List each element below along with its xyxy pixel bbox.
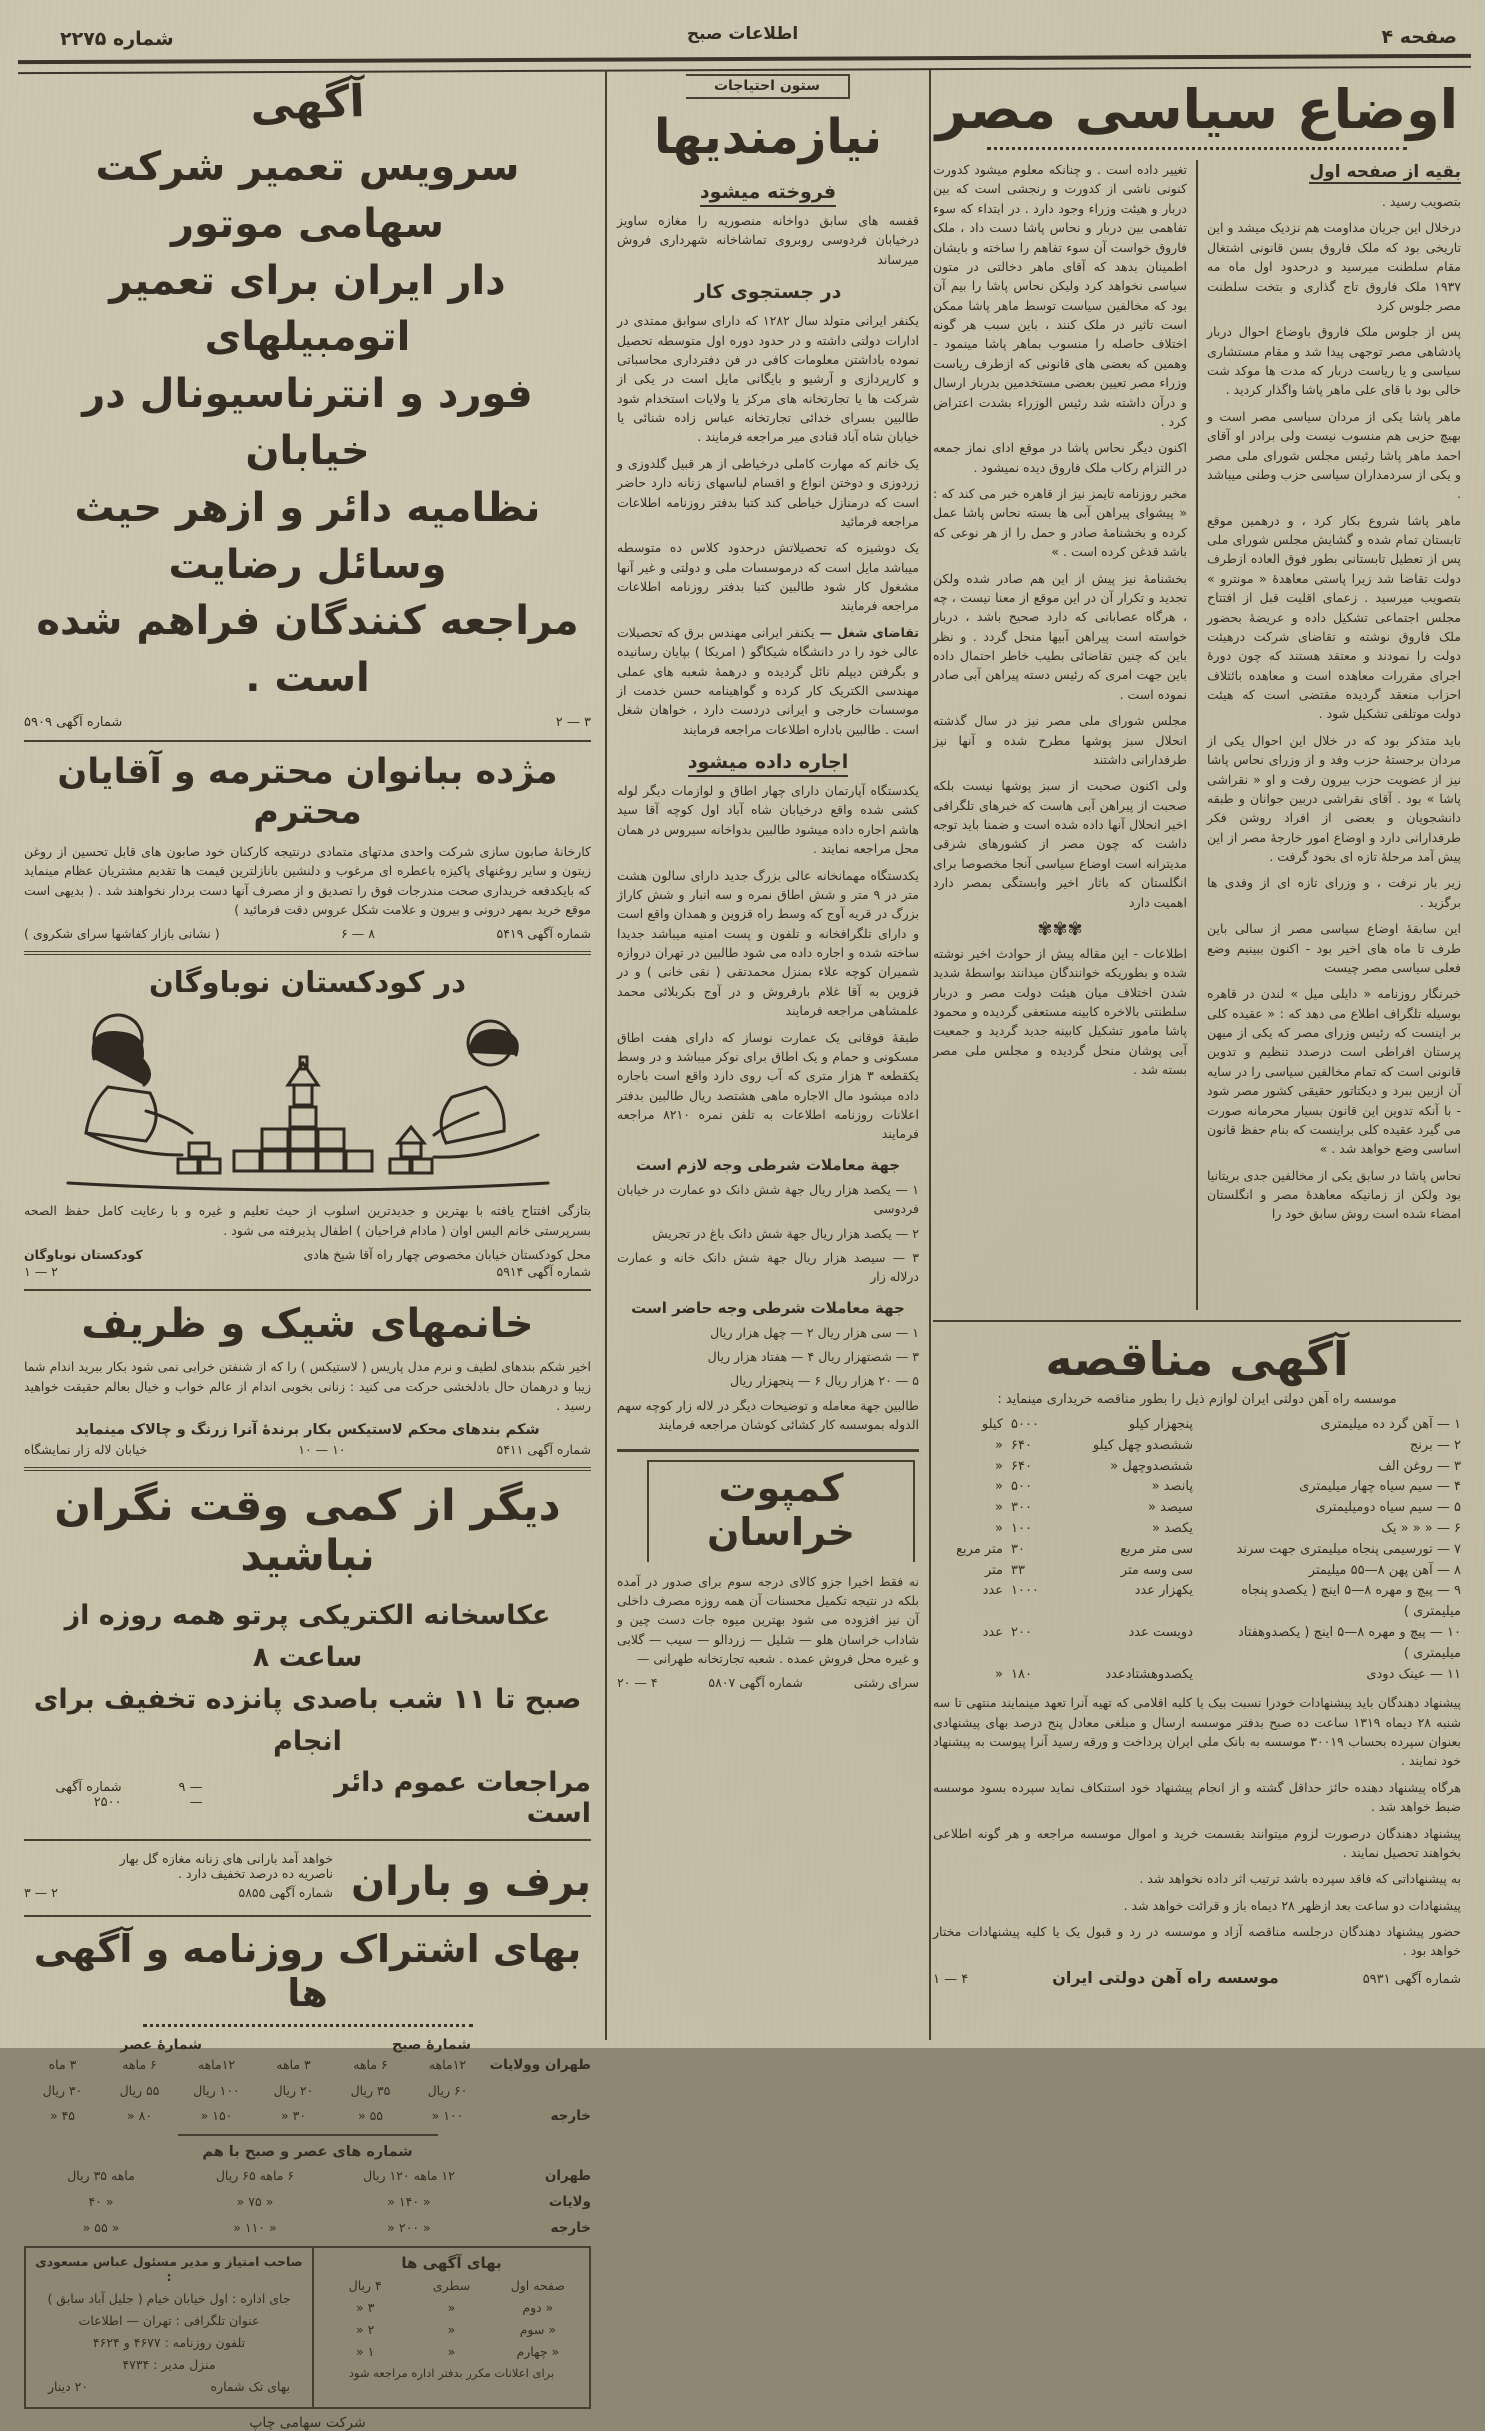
price-cell: « ۵۵ «: [82, 2219, 120, 2235]
tender-condition: حضور پیشنهاد دهندگان درجلسه مناقصه آزاد و موسسه در رد و قبول یک یا کلیه پیشنهادات مختار خواهد بود .: [933, 1924, 1461, 1959]
rent-ad: یکدستگاه آپارتمان دارای چهار اطاق و لوازمات دیگر لوله کشی شده واقع درخیابان شاه آباد اول کوچه آقا سید هاشم اجاره داده میشود طالبین بدواخانه سیروس در همان محل مراجعه نمایند .: [617, 783, 919, 857]
article-paragraph: این سابقهٔ اوضاع سیاسی مصر از سالی باین طرف تا ماه های اخیر بود - اکنون ببینیم وضع فعلی سیاسی مصر چیست: [1207, 921, 1461, 975]
ad-line: مراجعه کنندگان فراهم شده است .: [36, 598, 579, 702]
ad-title: دیگر از کمی وقت نگران نباشید: [54, 1481, 561, 1582]
columns: [18, 70, 1465, 2431]
item-qty: ۳۰۰: [1011, 1500, 1032, 1516]
item-qty-words: پنجهزار کیلو: [1128, 1417, 1193, 1432]
ad-line: صبح تا ۱۱ شب باصدی پانزده تخفیف برای انجام: [33, 1684, 582, 1757]
combined-rates-title: شماره های عصر و صبح با هم: [202, 2143, 413, 2160]
price-cell: ۳۵ ریال: [350, 2082, 391, 2098]
price-cell: ۸۰ «: [126, 2107, 153, 2123]
combined-row: [24, 2220, 591, 2236]
article-column: [931, 70, 1465, 2040]
price-cell: ۶۰ ریال: [427, 2082, 468, 2098]
item-unit: «: [995, 1458, 1003, 1474]
item-qty: ۶۴۰: [1011, 1458, 1032, 1474]
section-divider: [24, 1467, 591, 1471]
item-no: ۶ —: [1436, 1520, 1461, 1536]
ad-body: [24, 1851, 333, 1900]
combined-row: [24, 2194, 591, 2210]
price-cell: « ۱۱۰ «: [233, 2219, 277, 2235]
rates-months-row: [24, 2057, 591, 2073]
rent-ad: طبقهٔ فوقانی یک عمارت نوساز که دارای هفت اطاق مسکونی و حمام و یک اطاق برای نوکر میباشد و در وسط یکقطعه ۳ هزار متری که آب روی دارد واقع است باجاره داده میشود مال الاجاره ماهی هشتصد ریال طالبین بدفتر اعلانات روزنامه اطلاعات به تلفن نمره ۸۲۱۰ مراجعه فرمایند: [617, 1029, 919, 1142]
section-divider: [24, 951, 591, 955]
article-paragraph: پس از جلوس ملک فاروق باوضاع احوال دربار پادشاهی مصر توجهی پیدا شد و مقام مستشاری سیاسی و یا ریاست دربار که مدت ها موکد شت خالی بود با قای علی ماهر پاشا واگذار کردید .: [1207, 324, 1461, 398]
cash-deals-heading: جهة معاملات شرطی وجه حاضر است: [631, 1298, 905, 1317]
ad-title: خانمهای شیک و ظریف: [81, 1301, 534, 1348]
tender-item: [933, 1540, 1461, 1561]
single-copy-price: ۲۰ دینار: [48, 2378, 89, 2394]
price-cell: « ۲۰۰ «: [387, 2219, 431, 2235]
run-count: ۳ — ۲: [555, 714, 591, 730]
subscription-rates: [24, 1927, 591, 2236]
ad-footer: [24, 1885, 333, 1900]
single-copy-label: بهای تک شماره: [210, 2378, 291, 2394]
item-qty-words: دویست عدد: [1128, 1624, 1193, 1640]
price-cell: ۵۵ ریال: [119, 2082, 160, 2098]
ad-number: شماره آگهی ۲۵۰۰: [55, 1779, 122, 1810]
editor-note-paragraph: اطلاعات - این مقاله پیش از حوادث اخیر نوشته شده و بطوریکه خوانندگان میدانند بواسطهٔ شدید شدن اختلاف میان هیئت دولت مصر و دربار سلطنتی بالاخره کابینه مستعفی گردیده و محمود پاشا مامور تشکیل کابینه جدید گردید و جمعیت آبی پوشان منحل گردیده و مجلس ملی مصر بسته شد .: [933, 945, 1187, 1078]
article-paragraph: خبرنگار روزنامه « دایلی میل » لندن در قاهره بوسیله تلگراف اطلاع می دهد که : « عقیده کلی بر اینست که رئیس وزرای مصر که یکی از میهن پرستان افراطی است درصدد تنظیم و تدوین قانونی است که تمام مخالفین سیاسی را در سایه آن ازبین ببرد و دیکتاتور حقیقی کشور مصر شود - با آنکه تدوین این قانون بسیار محرمانه صورت می گیرد عقیده کلی براینست که بنام حفظ قانون اساسی وضع خواهد شد . »: [1207, 986, 1461, 1157]
item-name: پیچ و مهره ۸—۵ اینچ ( یکصدوهفتاد میلیمتری ): [1237, 1624, 1461, 1661]
item-name: آهن گرد ده میلیمتری: [1320, 1417, 1433, 1432]
ad-title: در کودکستان نوباوگان: [149, 965, 466, 1000]
section-divider: [24, 1915, 591, 1917]
ad-slogan: شکم بندهای محکم لاستیکس بکار برندهٔ آنرا زرنگ و چالاک مینماید: [75, 1422, 540, 1439]
combined-row: [24, 2168, 591, 2184]
tender-item: [933, 1415, 1461, 1436]
tender-org: موسسه راه آهن دولتی ایران: [1052, 1967, 1279, 1987]
article-paragraph: باید متذکر بود که در خلال این احوال یکی از مردان برجستهٔ حزب وفد و از وزرای نحاس پاشا نیز از عضویت حزب بیرون رفت و او « نقراشی پاشا » بود . آقای نقراشی دربین جوانان و طبقه دانشجویان و بعضی از افراد روشن فکر طرفدارانی دارد و اوضاع امور خارجهٔ مصر از این پیش آمد مرحلهٔ تازه ای بخود گرفت .: [1207, 732, 1461, 864]
item-unit: متر مربع: [956, 1541, 1003, 1557]
ad-title: مژده ببانوان محترمه و آقایان محترم: [57, 751, 558, 832]
article-paragraph: ماهر پاشا شروع بکار کرد ، و درهمین موقع تابستان تمام شده و گشایش مجلس شورای ملی پس از تعطیل تابستانی بطور فوق العاده ازطرف دولت تقاضا شد زیرا پاستی معاهدهٔ « مونترو » بتصویب میرسید . زعمای اقلیت قبل از افتتاح مجلس اجتماعی تشکیل داده و عریضهٔ بحضور ملک فاروق نوشته و تقاضای شرکت درهیئت دولت را نمودند و معتقد هستند که چون دورهٔ اجرای مقررات معاهده است و معاهده بائتلاف احزاب منعقد گردیده مقتضی است که هیئت دولت موتلفی تشکیل شود .: [1207, 512, 1461, 722]
item-unit: «: [995, 1479, 1003, 1495]
price-row: صفحه اول سطری ۴ ریال: [348, 2277, 565, 2293]
tender-condition: به پیشنهاداتی که فاقد سپرده باشد ترتیب اثر داده نخواهد شد .: [1139, 1871, 1461, 1887]
item-no: ۸ —: [1436, 1562, 1461, 1578]
ad-line: نظامیه دائر و ازهر حیث وسائل رضایت: [74, 484, 541, 588]
rent-ad: یکدستگاه مهمانخانه عالی بزرگ جدید دارای سالون هشت متر در ۹ متر و شش اطاق نمره و سه انبار و شش کاراژ بزرگ در قریه آوج که وسط راه قزوین و همدان واقع است و دارای تلگرافخانه و تلفون و پست امنیه میباشد جدیدا ساخته شده و اجاره داده می شود طالبین در تهران دروازه شمیران کوچه علاء بمنزل محمدتقی ( نقی خانی ) و در قزوین به آقا غلام بارفروش و در آوج بکربلائی محمد علمشاهی مراجعه فرمایند: [617, 867, 919, 1019]
article-paragraph: درخلال این جریان مداومت هم نزدیک میشد و این تاریخی بود که ملک فاروق بسن قانونی اشتغال مقام سلطنت میرسید و درحدود اول ماه مه ۱۹۳۷ ملک فاروق تاج گذاری و بتخت سلطنت مصر جلوس کرد: [1207, 220, 1461, 313]
month-cell: ۶ ماهه: [353, 2056, 388, 2072]
ad-line: مراجعات عموم دائر است: [334, 1766, 591, 1829]
compote-title: کمپوت خراسان: [647, 1460, 915, 1562]
price-cell: ۴۵ «: [49, 2107, 76, 2123]
item-qty-words: یکصد «: [1152, 1520, 1193, 1536]
price-cell: ۱۵۰ «: [200, 2107, 233, 2123]
item-no: ۹ —: [1436, 1583, 1461, 1599]
ad-number: شماره آگهی ۵۹۰۹: [24, 714, 123, 730]
evening-edition-label: شمارهٔ عصر: [120, 2036, 203, 2053]
tender-item: [933, 1623, 1461, 1665]
ad-line: عکاسخانه الکتریکی پرتو همه روزه از ساعت ۸: [64, 1600, 551, 1674]
ad-line: دار ایران برای تعمیر اتومبیلهای: [109, 257, 506, 361]
classifieds-title: نیازمندیها: [653, 109, 883, 165]
item-qty: ۵۰۰۰: [1011, 1417, 1039, 1432]
job-request-lead: تقاضای شغل —: [814, 624, 919, 640]
ad-title: برف و باران: [351, 1858, 591, 1905]
month-cell: ۶ ماهه: [122, 2056, 157, 2072]
job-ad: یک خانم که مهارت کاملی درخیاطی از هر قبیل گلدوزی و زردوزی و دوختن انواع و اقسام لباسهای زنانه دارد حاضر است که درمنازل خیاطی کند کتبا بدفتر روزنامه اطلاعات مراجعه فرمائید: [617, 455, 919, 529]
price-row: « چهارم « ۱ «: [356, 2343, 560, 2359]
manager-home-phone: منزل مدیر : ۴۷۳۴: [122, 2356, 216, 2372]
rates-values-row: [24, 2083, 591, 2098]
row-label: ولایات: [548, 2193, 591, 2210]
article-title: اوضاع سیاسی مصر: [935, 78, 1459, 141]
item-no: ۷ —: [1436, 1541, 1461, 1557]
item-qty: ۳۳: [1011, 1562, 1025, 1578]
conditional-deals-heading: جهة معاملات شرطی وجه لازم است: [635, 1155, 901, 1174]
ad-address: خیابان لاله زار نمایشگاه: [24, 1442, 148, 1458]
item-qty-words: ششصدو چهل کیلو: [1092, 1437, 1193, 1453]
article-subcolumn-right: [1198, 160, 1461, 1310]
price-cell: ۵۵ «: [357, 2107, 384, 2123]
ad-address: محل کودکستان خیابان مخصوص چهار راه آقا شیخ هادی: [303, 1247, 591, 1263]
tender-item: [933, 1561, 1461, 1582]
deal-item: ۲ — یکصد هزار ریال جهة شش دانک باغ در تجریش: [652, 1225, 919, 1241]
kindergarten-brand: کودکستان نوباوگان: [24, 1247, 143, 1263]
rates-abroad-row: [24, 2108, 591, 2124]
ad-prices-title: بهای آگهی ها: [401, 2253, 502, 2272]
cash-deals-list: [617, 1323, 919, 1391]
article-subcolumn-left: [933, 160, 1198, 1310]
job-ad: یک دوشیزه که تحصیلاتش درحدود کلاس ده متوسطه میباشد مایل است که درموسسات ملی و دولتی و غیر آنها مشغول کار شود طالبین کتبا بدفتر روزنامه اطلاعات مراجعه فرمایند: [617, 540, 919, 614]
conditional-deals-list: [617, 1180, 919, 1287]
tender-item: [933, 1581, 1461, 1623]
printer-line: شرکت سهامی چاپ: [249, 2414, 366, 2431]
item-name: تورسیمی پنجاه میلیمتری جهت سرند: [1236, 1541, 1433, 1557]
run-count: ۲ — ۱: [24, 1264, 58, 1280]
item-name: برنج: [1409, 1437, 1433, 1453]
masthead: اطلاعات صبح: [686, 24, 799, 44]
article-paragraph: بتصویب رسید .: [1381, 194, 1461, 209]
flower-ornament-icon: ✾✾✾: [1037, 918, 1083, 940]
row-label: خارجه: [550, 2107, 591, 2124]
price-cell: ۱۰۰ ریال: [193, 2082, 240, 2098]
tender-item: [933, 1498, 1461, 1519]
item-name: سیم سیاه چهار میلیمتری: [1299, 1479, 1433, 1495]
job-seeking-heading: در جستجوی کار: [694, 281, 842, 304]
price-cell: ۱۲ ماهه ۱۲۰ ریال: [363, 2167, 455, 2183]
item-unit: «: [995, 1500, 1003, 1516]
ad-body: بتازگی افتتاح یافته با بهترین و جدیدترین اسلوب از حیث تعلیم و غیره و با رعایت کامل حفظ الصحه بسرپرستی خانم الیس اوان ( مادام فراحیان ) اطفال پذیرفته می شود .: [24, 1203, 591, 1238]
row-label: طهران: [544, 2167, 591, 2184]
deal-item: ۱ — سی هزار ریال ۲ — چهل هزار ریال: [710, 1324, 919, 1340]
article-body: [933, 160, 1461, 1310]
item-qty: ۱۰۰۰: [1011, 1583, 1039, 1599]
deal-item: ۳ — سیصد هزار ریال جهة شش دانک خانه و عمارت درلاله زار: [617, 1249, 919, 1285]
for-sale-heading: فروخته میشود: [617, 181, 919, 203]
deals-contact: طالبین جهة معامله و توضیحات دیگر در لاله زار کوچه سهم الدوله بموسسه کار کشائی کوشان مراجعه فرمایند: [617, 1397, 919, 1433]
issue-number: شماره ۲۲۷۵: [60, 28, 174, 50]
ad-address-row: [24, 1247, 591, 1262]
tender-item: [933, 1477, 1461, 1498]
photo-studio-ad: [24, 1481, 591, 1828]
classifieds-column: [605, 70, 931, 2040]
compote-seller: سرای رشتی: [853, 1675, 919, 1691]
item-name: سیم سیاه دومیلیمتری: [1315, 1500, 1433, 1516]
ad-footer: [24, 1442, 591, 1457]
ad-footer: [24, 715, 591, 730]
deal-item: ۱ — یکصد هزار ریال جهة شش دانک دو عمارت در خیابان فردوسی: [617, 1181, 919, 1217]
ad-prices-note: برای اعلانات مکرر بدفتر اداره مراجعه شود: [348, 2365, 555, 2380]
for-rent-heading: اجاره داده میشود: [617, 751, 919, 773]
soap-ad: [24, 752, 591, 942]
item-qty-words: سی وسه متر: [1120, 1562, 1193, 1578]
price-row: « سوم « ۲ «: [356, 2321, 556, 2337]
ad-body: اخیر شکم بندهای لطیف و نرم مدل پاریس ( لاستیکس ) را که از شنفتن خرابی نمی شود بکار ببرید اندام شما زیبا و درهمان حال بادلخشی حرکت می کنید : زنانی بخوبی اندام از عالم خواب و خیال بعالم حقیقت خواهید رسید .: [24, 1359, 591, 1413]
item-unit: متر: [984, 1562, 1003, 1578]
price-cell: ۳۰ «: [280, 2107, 307, 2123]
run-count: ۸ — ۶: [341, 926, 375, 942]
single-copy-price-row: [34, 2379, 304, 2394]
item-qty: ۳۰: [1011, 1541, 1025, 1557]
short-divider: [178, 2134, 438, 2136]
ad-body: کارخانهٔ صابون سازی شرکت واحدی مدتهای متمادی درنتیجه کارکنان خود صابون های قابل تحسین از روغن زیتون و سایر روغنهای پاکیزه باعطره ای مرغوب و دلنشین بانازلترین قیمت ها تقدیم مشتریان عظام مینماید که بایکدفعه خریداری صحت مندرجات فوق را تصدیق و از مصرف آنها دست بردار نخواهند شد . ( بدیهی است موقع خرید بمهر درونی و بیرون و علامت شکل عروس دقت فرمائید ): [24, 843, 591, 918]
price-cell: « ۷۵ «: [236, 2193, 274, 2209]
tender-item: [933, 1457, 1461, 1478]
price-cell: « ۱۴۰ «: [387, 2193, 431, 2209]
item-no: ۳ —: [1436, 1458, 1461, 1474]
ad-number: شماره آگهی ۵۴۱۹: [496, 926, 591, 942]
ad-line: سرویس تعمیر شرکت سهامی موتور: [95, 144, 520, 247]
item-qty-words: پانصد «: [1151, 1479, 1193, 1495]
page-number: صفحه ۴: [1381, 26, 1457, 48]
ad-number: شماره آگهی ۵۹۳۱: [1362, 1971, 1461, 1987]
compote-footer: [617, 1675, 919, 1690]
item-name: « « « یک: [1381, 1520, 1433, 1536]
item-name: پیچ و مهره ۸—۵ اینچ ( یکصدو پنجاه میلیمتری ): [1241, 1583, 1461, 1620]
for-sale-ad: قفسه های سابق دواخانه منصوریه را مغازه ساویز درخیابان فردوسی روبروی تماشاخانه شهرداری فروش میرساند: [617, 213, 919, 267]
tender-condition: پیشنهاد دهندگان باید پیشنهادات خودرا نسبت بیک یا کلیه اقلامی که تهیه آنرا تعهد مینمایند منتهی تا سه شنبه ۲۸ دیماه ۱۳۱۹ ساعت ده صبح بدفتر موسسه ارسال و مبلغی معادل پنج درصد بهای پیشنهادی بعنوان سپرده بحساب ۳۰۰۱۹ موسسه به بانک ملی ایران پرداخت و ورقه رسید آنرا پیوست به پیشنهاد خود نمایند .: [933, 1695, 1461, 1769]
item-qty: ۱۰۰: [1011, 1520, 1032, 1536]
ad-number: شماره آگهی ۵۸۵۵: [238, 1884, 333, 1900]
item-qty-words: سیصد «: [1148, 1500, 1193, 1516]
item-qty: ۶۴۰: [1011, 1437, 1032, 1453]
tender-item: [933, 1665, 1461, 1686]
classifieds-kicker: ستون احتیاجات: [686, 74, 850, 99]
footer-boxes: [24, 2246, 591, 2409]
rainwear-ad: [24, 1851, 591, 1905]
tender-conditions: [933, 1693, 1461, 1961]
run-count: — ۹ —: [178, 1779, 203, 1810]
ad-address: ( نشانی بازار کفاشها سرای شکروی ): [24, 926, 220, 942]
article-paragraph: ولی اکنون صحبت از سبز پوشها نیست بلکه صحبت از پیراهن آبی هاست که خبرهای تلگرافی اخیر انحلال آنها داده شده است و ضمنا باید توجه داشت که چون مصر از کشورهای شرقی مدیترانه است اوضاع سیاسی آنجا مخصوصا برای انگلستان که باثار اخیر وابستگی بمصر دارد اهمیت دارد: [933, 778, 1187, 910]
rates-title: بهای اشتراک روزنامه و آگهی ها: [33, 1926, 582, 2015]
article-paragraph: ماهر پاشا یکی از مردان سیاسی مصر است و بهیچ حزبی هم منسوب نیست ولی برادر او آقای احمد ماهر پاشا رئیس مجلس شورای ملی مصر و یکی از سردمداران سیاسی حزب وطنی میباشد .: [1207, 408, 1461, 502]
ad-footer: [24, 926, 591, 941]
price-cell: « ۴۰: [88, 2193, 114, 2209]
ad-number: شماره آگهی ۵۴۱۱: [496, 1442, 591, 1458]
section-divider: [24, 1839, 591, 1841]
item-qty-words: یکصدوهشتادعدد: [1105, 1666, 1193, 1682]
item-no: ۵ —: [1436, 1500, 1461, 1516]
motor-repair-ad: [24, 78, 591, 730]
dotted-divider: [143, 2021, 473, 2027]
ad-line: ناصریه ده درصد تخفیف دارد .: [178, 1865, 333, 1881]
article-paragraph: نحاس پاشا در سابق یکی از مخالفین جدی بریتانیا بود ولکن از زمانیکه معاهدهٔ مصر و انگلستان امضاء شده است روش سابق خود را: [1207, 1167, 1461, 1222]
ads-column: [18, 70, 605, 2431]
section-divider: [24, 1289, 591, 1291]
price-cell: ۱۰۰ «: [431, 2107, 464, 2123]
price-cell: ماهه ۳۵ ریال: [67, 2167, 135, 2183]
item-unit: عدد: [982, 1583, 1003, 1599]
article-paragraph: بخشنامهٔ نیز پیش از این هم صادر شده ولکن تجدید و تکرار آن در این موقع از معنا نیست ، چه ، هرگاه عصابانی که دارد صحیح باشد ، دربار خواسته است پیراهن آبیها منحل گردد . و نظر باین که چنین تقاضائی بطیب خاطر احتمال داده باین جهت امری که رئیس دسته پیراهن آبی صادر نموده است .: [933, 570, 1187, 702]
item-no: ۱۰ —: [1429, 1624, 1461, 1640]
publisher-line: صاحب امتیاز و مدیر مسئول عباس مسعودی :: [35, 2253, 303, 2284]
item-qty: ۵۰۰: [1011, 1479, 1032, 1495]
item-name: عینک دودی: [1366, 1666, 1426, 1682]
item-qty-words: یکهزار عدد: [1134, 1583, 1193, 1599]
run-count: ۴ — ۱: [933, 1971, 969, 1987]
price-cell: ۲۰ ریال: [273, 2082, 314, 2098]
phone-numbers: تلفون روزنامه : ۴۶۷۷ و ۴۶۲۴: [92, 2334, 246, 2350]
month-cell: ۳ ماه: [48, 2056, 77, 2072]
section-divider: [24, 740, 591, 742]
month-cell: ۱۲ماهه: [428, 2056, 467, 2072]
item-qty: ۱۸۰: [1011, 1666, 1032, 1682]
deal-item: ۳ — شصتهزار ریال ۴ — هفتاد هزار ریال: [707, 1349, 919, 1364]
ad-line: فورد و انترناسیونال در خیابان: [82, 371, 533, 474]
item-qty: ۲۰۰: [1011, 1624, 1032, 1640]
tender-title: آگهی مناقصه: [1045, 1332, 1349, 1386]
tender-condition: پیشنهادات دو ساعت بعد ازظهر ۲۸ دیماه باز و قرائت خواهد شد .: [1123, 1897, 1461, 1913]
price-cell: ۶ ماهه ۶۵ ریال: [215, 2167, 295, 2183]
children-playing-illustration: [38, 1001, 578, 1201]
run-count: ۱۰ — ۱۰: [298, 1442, 346, 1458]
job-ad: یکنفر ایرانی متولد سال ۱۲۸۲ که دارای سوابق ممتدی در ادارات دولتی داشته و در حدود دوره اول متوسطه تحصیل نموده باداشتن معلومات کافی در فن دفترداری محاسباتی و کارپردازی و آرشیو و بایگانی مایل است در یکی از شرکت ها یا تجارتخانه های مرکز یا ولایات استخدام شود طالبین بسرای خدائی تجارتخانه عباس زاده شنائی یا خیابان شاه آباد قنادی میر مراجعه فرمایند .: [617, 313, 919, 445]
ad-footer: [24, 1264, 591, 1279]
article-paragraph: مجلس شورای ملی مصر نیز در سال گذشته انحلال سبز پوشها مطرح شده و آنها نیز طرفدارانی داشتند: [933, 713, 1187, 767]
row-label: خارجه: [550, 2219, 591, 2236]
item-unit: «: [995, 1437, 1003, 1453]
ad-footer: [24, 1767, 591, 1829]
item-qty-words: سی متر مربع: [1120, 1541, 1193, 1557]
item-unit: «: [995, 1666, 1003, 1682]
title-underline: [987, 143, 1407, 150]
tender-item: [933, 1436, 1461, 1457]
kindergarten-ad: [24, 965, 591, 1279]
telegraph-address: عنوان تلگرافی : تهران — اطلاعات: [78, 2312, 260, 2328]
item-qty-words: ششصدوچهل «: [1110, 1458, 1193, 1474]
tender-condition: هرگاه پیشنهاد دهنده حائز حداقل گشته و از انجام پیشنهاد خود استنکاف نماید سپرده بسود موسسه ضبط خواهد شد .: [933, 1779, 1461, 1815]
item-unit: «: [995, 1520, 1003, 1536]
article-paragraph: تغییر داده است . و چنانکه معلوم میشود کدورت کنونی ناشی از کدورت و رنجشی است که بین دربار و هیئت وزراء وجود دارد . در ابتداء که سوء تفاهمی بین دربار و نحاس پاشا دست داد ، ملک فاروق خواست آن سوء تفاهم را ساخته و بایشان اطمینان بدهد که آقای ماهر دخالتی در متون سیاسی نخواهد کرد ولیکن نحاس پاشا را بیم آن بود که مخالفین سیاست توسط ماهر پاشا ممکن است تاثیر در ملک کنند ، باین سبب هر گونه اختلاف حاصله را منسوب بماهر پاشا مینمود - وهمین که بعضی های قانونی که ازطرف ریاست وزراء مصر تعیین بعضی مستخدمین بدربار ارسال و درآن داشته شد رئیس الوزراء بشدت اعتراض کرد .: [933, 162, 1187, 429]
section-divider: [933, 1320, 1461, 1322]
month-cell: ۱۲ماهه: [197, 2056, 236, 2072]
month-cell: ۳ ماهه: [276, 2056, 311, 2072]
tender-item: [933, 1519, 1461, 1540]
tender-section: [933, 1332, 1461, 1987]
item-name: روغن الف: [1378, 1458, 1433, 1474]
run-count: ۴ — ۲۰: [617, 1675, 658, 1691]
rates-edition-headers: [24, 2037, 591, 2053]
ad-number: شماره آگهی ۵۸۰۷: [708, 1675, 803, 1691]
item-unit: عدد: [982, 1624, 1003, 1640]
price-row: « دوم « ۳ «: [356, 2299, 554, 2315]
article-paragraph: مخبر روزنامه تایمز نیز از قاهره خبر می کند که : « پیشوای پیراهن آبی ها بسته نحاس پاشا عمل کرده و بخشنامهٔ صادر و حمل را از هر نوعی که باشد قدغن کرده است . »: [933, 486, 1187, 560]
article-paragraph: زیر بار نرفت ، و وزرای تازه ای از وفدی ها برگزید .: [1207, 875, 1461, 910]
ad-line: خواهد آمد بارانی های زنانه مغازه گل بهار: [119, 1850, 333, 1866]
tender-footer: [933, 1968, 1461, 1987]
item-no: ۲ —: [1436, 1437, 1461, 1453]
item-name: آهن پهن ۸—۵۵ میلیمتر: [1308, 1562, 1433, 1578]
tender-condition: پیشنهاد دهندگان درصورت لزوم میتوانند بقسمت خرید و اموال موسسه مراجعه و هر گونه اطلاعی بخواهند تحصیل نمایند .: [933, 1825, 1461, 1860]
corset-ad: [24, 1301, 591, 1457]
item-no: ۱ —: [1436, 1417, 1461, 1432]
compote-ad: [617, 1449, 919, 1691]
item-no: ۴ —: [1436, 1479, 1461, 1495]
row-label: طهران وولایات: [489, 2056, 591, 2073]
continued-from-page-one: بقیه از صفحه اول: [1309, 162, 1461, 182]
run-count: ۲ — ۳: [24, 1884, 58, 1900]
ad-prices-box: [312, 2248, 589, 2407]
compote-body: نه فقط اخیرا جزو کالای درجه سوم برای صدور در آمده بلکه در نتیجه تکمیل محسنات آن همه روزه مصرف داخلی آن نیز افزوده می شود بهترین میوه جات دست چین و شاداب خراسان هلو — شلیل — زردالو — سیب — گلابی و غیره محل فروش عمده . شعبه تجارتخانه طهرانی —: [617, 1573, 919, 1666]
morning-edition-label: شمارهٔ صبح: [392, 2036, 471, 2053]
office-address: جای اداره : اول خیابان خیام ( جلیل آباد سابق ): [47, 2290, 291, 2306]
ad-number: شماره آگهی ۵۹۱۴: [496, 1264, 591, 1280]
tender-intro: موسسه راه آهن دولتی ایران لوازم ذیل را بطور مناقصه خریداری مینماید :: [997, 1392, 1397, 1407]
price-cell: ۳۰ ریال: [42, 2082, 83, 2098]
ad-title: آگهی: [249, 76, 366, 131]
item-no: ۱۱ —: [1429, 1666, 1461, 1682]
imprint-box: [26, 2248, 312, 2407]
deal-item: ۵ — ۲۰ هزار ریال ۶ — پنجهزار ریال: [730, 1373, 919, 1389]
article-paragraph: اکنون دیگر نحاس پاشا در موقع ادای نماز جمعه در التزام رکاب ملک فاروق دیده نمیشود .: [933, 440, 1187, 475]
item-unit: کیلو: [981, 1417, 1003, 1432]
job-request-ad: تقاضای شغل — یکنفر ایرانی مهندس برق که تحصیلات عالی خود را در دانشگاه شیکاگو ( امریکا ) بپایان رسانیده و بگرفتن دیپلم نائل گردیده و درهمهٔ شعبه های عملی مهندسی الکتریک کار کرده و گواهینامه حسن خدمت از موسسات خارجی و ایرانی دردست دارد ، خواهان شغل است . طالبین باداره اطلاعات مراجعه فرمایند: [617, 624, 919, 737]
